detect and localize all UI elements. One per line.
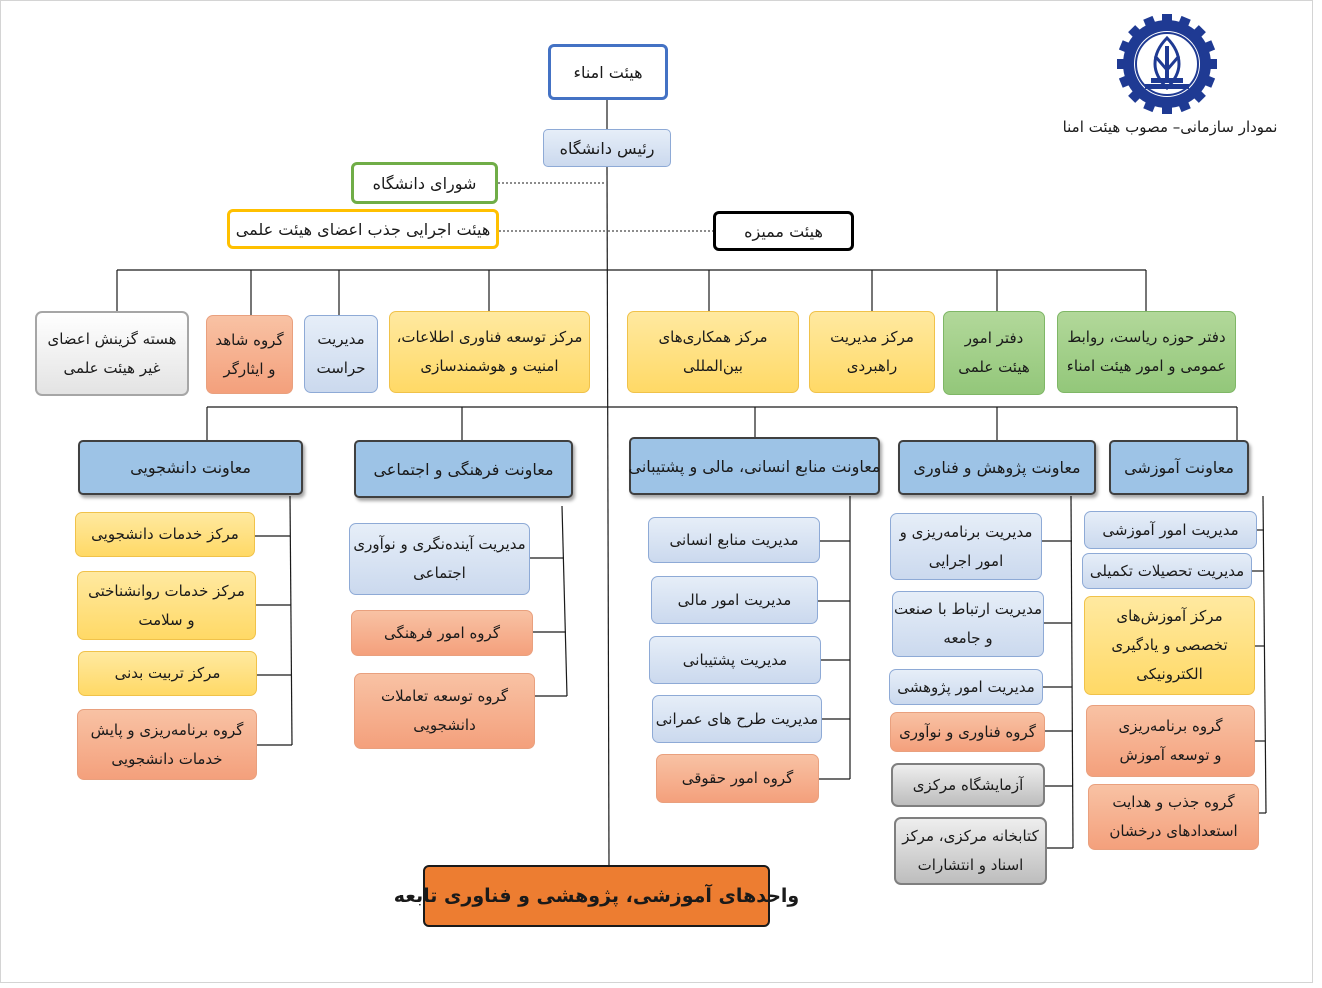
box-line: مرکز همکاری‌های bbox=[658, 328, 768, 346]
box-line: اجتماعی bbox=[413, 564, 466, 582]
box-line: مرکز آموزش‌های bbox=[1116, 607, 1223, 625]
faculty-recruitment-label: هیئت اجرایی جذب اعضای هیئت علمی bbox=[235, 219, 491, 239]
box-line: مرکز خدمات روانشناختی bbox=[88, 581, 245, 600]
unit-box[interactable] bbox=[77, 709, 257, 780]
unit-box[interactable] bbox=[1084, 511, 1257, 549]
box-line: دانشجویی bbox=[413, 716, 476, 734]
box-line: مدیریت منابع انسانی bbox=[669, 530, 799, 549]
unit-box[interactable] bbox=[651, 576, 818, 624]
box-line: مرکز توسعه فناوری اطلاعات، bbox=[396, 328, 583, 346]
box-line: امور اجرایی bbox=[928, 551, 1004, 570]
box-line: گروه برنامه‌ریزی bbox=[1118, 717, 1223, 735]
box-line: هیئت علمی bbox=[958, 358, 1030, 376]
box-line: مرکز مدیریت bbox=[830, 328, 914, 346]
unit-box[interactable] bbox=[891, 763, 1045, 807]
deputy-title: معاونت منابع انسانی، مالی و پشتیبانی bbox=[628, 456, 881, 476]
it-development-center-box[interactable] bbox=[389, 311, 590, 393]
box-line: دفتر امور bbox=[964, 329, 1024, 347]
university-logo bbox=[1115, 12, 1219, 116]
chart-title: نمودار سازمانی– مصوب هیئت امنا bbox=[1062, 118, 1278, 136]
presidency-office-box[interactable] bbox=[1057, 311, 1236, 393]
box-line: مدیریت طرح های عمرانی bbox=[655, 709, 819, 728]
box-line: گروه فناوری و نوآوری bbox=[899, 722, 1036, 741]
box-line: الکترونیکی bbox=[1136, 665, 1203, 683]
international-cooperation-center-box[interactable] bbox=[627, 311, 799, 393]
deputy-research-header[interactable] bbox=[898, 440, 1096, 495]
box-line: گروه امور فرهنگی bbox=[384, 623, 500, 642]
box-line: تخصصی و یادگیری bbox=[1111, 636, 1228, 654]
box-line: هسته گزینش اعضای bbox=[47, 329, 177, 348]
unit-box[interactable] bbox=[656, 754, 819, 803]
unit-box[interactable] bbox=[1086, 705, 1255, 777]
box-line: مدیریت امور مالی bbox=[677, 590, 792, 609]
unit-box[interactable] bbox=[351, 610, 533, 656]
unit-box[interactable] bbox=[349, 523, 530, 595]
unit-box[interactable] bbox=[890, 712, 1045, 752]
unit-box[interactable] bbox=[1088, 784, 1259, 850]
strategic-management-center-box[interactable] bbox=[809, 311, 935, 393]
box-line: مدیریت تحصیلات تکمیلی bbox=[1089, 561, 1245, 580]
deputy-hr-finance-header[interactable] bbox=[629, 437, 880, 495]
university-council-box[interactable] bbox=[351, 162, 498, 204]
deputy-title: معاونت آموزشی bbox=[1124, 458, 1234, 477]
unit-box[interactable] bbox=[652, 695, 822, 743]
unit-box[interactable] bbox=[78, 651, 257, 696]
affiliated-units-label: واحدهای آموزشی، پژوهشی و فناوری تابعه bbox=[393, 884, 800, 907]
unit-box[interactable] bbox=[77, 571, 256, 640]
unit-box[interactable] bbox=[894, 817, 1047, 885]
box-line: عمومی و امور هیئت امناء bbox=[1066, 357, 1227, 375]
president-box[interactable] bbox=[543, 129, 671, 167]
box-line: مدیریت bbox=[317, 330, 365, 348]
box-line: مدیریت آینده‌نگری و نوآوری bbox=[353, 535, 526, 553]
box-line: مدیریت امور پژوهشی bbox=[897, 677, 1035, 696]
box-line: گروه امور حقوقی bbox=[681, 769, 794, 787]
box-line: مدیریت برنامه‌ریزی و bbox=[899, 522, 1033, 541]
deputy-title: معاونت فرهنگی و اجتماعی bbox=[373, 459, 554, 479]
faculty-affairs-office-box[interactable] bbox=[943, 311, 1045, 395]
university-council-label: شورای دانشگاه bbox=[372, 173, 477, 193]
deputy-cultural-header[interactable] bbox=[354, 440, 573, 498]
security-management-box[interactable] bbox=[304, 315, 378, 393]
box-line: مرکز خدمات دانشجویی bbox=[91, 525, 239, 543]
box-line: گروه برنامه‌ریزی و پایش bbox=[90, 720, 244, 739]
audit-board-label: هیئت ممیزه bbox=[744, 221, 823, 241]
unit-box[interactable] bbox=[648, 517, 820, 563]
box-line: خدمات دانشجویی bbox=[111, 749, 223, 768]
box-line: مرکز تربیت بدنی bbox=[114, 664, 221, 682]
box-line: آزمایشگاه مرکزی bbox=[912, 775, 1024, 794]
box-line: بین‌المللی bbox=[683, 357, 743, 375]
box-line: راهبردی bbox=[846, 357, 898, 375]
deputy-title: معاونت دانشجویی bbox=[130, 458, 251, 477]
box-line: و سلامت bbox=[138, 610, 195, 629]
affiliated-units-box[interactable] bbox=[393, 865, 800, 927]
faculty-recruitment-box[interactable] bbox=[227, 209, 499, 249]
box-line: مدیریت پشتیبانی bbox=[682, 650, 788, 669]
box-line: استعدادهای درخشان bbox=[1109, 822, 1238, 840]
box-line: و ایثارگر bbox=[223, 359, 276, 378]
unit-box[interactable] bbox=[889, 669, 1043, 705]
box-line: مدیریت ارتباط با صنعت bbox=[893, 600, 1043, 618]
deputy-education-header[interactable] bbox=[1109, 440, 1249, 495]
box-line: کتابخانه مرکزی، مرکز bbox=[902, 827, 1039, 845]
box-line: امنیت و هوشمندسازی bbox=[420, 357, 559, 375]
box-line: اسناد و انتشارات bbox=[917, 856, 1024, 874]
unit-box[interactable] bbox=[1084, 596, 1255, 695]
box-line: مدیریت امور آموزشی bbox=[1102, 520, 1239, 539]
deputy-student-header[interactable] bbox=[78, 440, 303, 495]
board-of-trustees-box[interactable] bbox=[548, 44, 668, 100]
deputy-title: معاونت پژوهش و فناوری bbox=[913, 458, 1081, 477]
box-line: گروه توسعه تعاملات bbox=[381, 687, 508, 705]
box-line: گروه جذب و هدایت bbox=[1112, 793, 1235, 811]
box-line: دفتر حوزه ریاست، روابط bbox=[1067, 328, 1226, 346]
unit-box[interactable] bbox=[890, 513, 1042, 580]
veterans-group-box[interactable] bbox=[206, 315, 293, 394]
unit-box[interactable] bbox=[649, 636, 821, 684]
audit-board-box[interactable] bbox=[713, 211, 854, 251]
unit-box[interactable] bbox=[354, 673, 535, 749]
box-line: حراست bbox=[316, 359, 366, 377]
unit-box[interactable] bbox=[892, 591, 1044, 657]
non-faculty-selection-box[interactable] bbox=[35, 311, 189, 396]
unit-box[interactable] bbox=[75, 512, 255, 557]
unit-box[interactable] bbox=[1082, 553, 1252, 589]
box-line: گروه شاهد bbox=[215, 330, 284, 349]
box-line: و توسعه آموزش bbox=[1119, 746, 1222, 764]
president-label: رئیس دانشگاه bbox=[559, 138, 655, 158]
board-of-trustees-label: هیئت امناء bbox=[573, 62, 643, 82]
box-line: غیر هیئت علمی bbox=[63, 358, 161, 377]
box-line: و جامعه bbox=[943, 629, 993, 647]
